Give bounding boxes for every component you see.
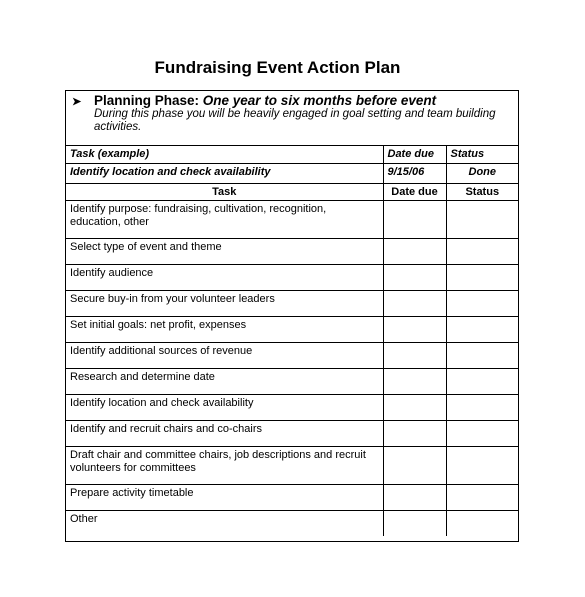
- task-cell: Identify location and check availability: [66, 395, 383, 421]
- action-plan-sheet: [65, 90, 519, 542]
- example-row: [66, 163, 518, 183]
- example-status-header: Status: [446, 146, 518, 163]
- date-cell[interactable]: [383, 265, 446, 291]
- date-cell[interactable]: [383, 201, 446, 239]
- date-cell[interactable]: [383, 343, 446, 369]
- task-column-header: Task: [66, 183, 383, 201]
- phase-timeframe: One year to six months before event: [202, 93, 437, 108]
- status-cell[interactable]: [446, 317, 518, 343]
- table-row: [66, 421, 518, 447]
- example-task: Identify location and check availability: [66, 163, 383, 183]
- phase-description: During this phase you will be heavily engaged in goal setting and team building activities.: [94, 108, 496, 133]
- status-column-header: Status: [446, 183, 518, 201]
- status-cell[interactable]: [446, 343, 518, 369]
- date-column-header: Date due: [383, 183, 446, 201]
- task-cell: Select type of event and theme: [66, 239, 383, 265]
- example-header-row: [66, 146, 518, 163]
- task-cell: Identify and recruit chairs and co-chairs: [66, 421, 383, 447]
- table-row: [66, 265, 518, 291]
- example-status: Done: [446, 163, 518, 183]
- task-cell: Draft chair and committee chairs, job descriptions and recruit volunteers for committees: [66, 447, 383, 485]
- status-cell[interactable]: [446, 447, 518, 485]
- example-task-header: Task (example): [66, 146, 383, 163]
- task-cell: Identify audience: [66, 265, 383, 291]
- task-cell: Other: [66, 511, 383, 537]
- task-cell: Identify additional sources of revenue: [66, 343, 383, 369]
- date-cell[interactable]: [383, 395, 446, 421]
- table-row: [66, 317, 518, 343]
- task-table: [66, 146, 518, 536]
- task-cell: Set initial goals: net profit, expenses: [66, 317, 383, 343]
- table-row: [66, 291, 518, 317]
- status-cell[interactable]: [446, 511, 518, 537]
- table-row: [66, 395, 518, 421]
- status-cell[interactable]: [446, 485, 518, 511]
- table-row: [66, 343, 518, 369]
- date-cell[interactable]: [383, 291, 446, 317]
- date-cell[interactable]: [383, 511, 446, 537]
- table-row: [66, 201, 518, 239]
- example-date-header: Date due: [383, 146, 446, 163]
- status-cell[interactable]: [446, 395, 518, 421]
- table-row: [66, 485, 518, 511]
- date-cell[interactable]: [383, 447, 446, 485]
- status-cell[interactable]: [446, 265, 518, 291]
- status-cell[interactable]: [446, 291, 518, 317]
- status-cell[interactable]: [446, 421, 518, 447]
- status-cell[interactable]: [446, 201, 518, 239]
- date-cell[interactable]: [383, 369, 446, 395]
- date-cell[interactable]: [383, 421, 446, 447]
- table-row: [66, 511, 518, 537]
- table-row: [66, 239, 518, 265]
- status-cell[interactable]: [446, 239, 518, 265]
- table-row: [66, 447, 518, 485]
- date-cell[interactable]: [383, 239, 446, 265]
- date-cell[interactable]: [383, 485, 446, 511]
- date-cell[interactable]: [383, 317, 446, 343]
- task-cell: Research and determine date: [66, 369, 383, 395]
- task-cell: Identify purpose: fundraising, cultivation, recognition, education, other: [66, 201, 383, 239]
- task-cell: Secure buy-in from your volunteer leaders: [66, 291, 383, 317]
- status-cell[interactable]: [446, 369, 518, 395]
- phase-heading: ➤ Planning Phase: One year to six months before event: [72, 93, 437, 108]
- phase-label: Planning Phase: [94, 93, 195, 108]
- phase-section: [66, 91, 518, 146]
- task-cell: Prepare activity timetable: [66, 485, 383, 511]
- example-date: 9/15/06: [383, 163, 446, 183]
- table-header-row: [66, 183, 518, 201]
- document-title: Fundraising Event Action Plan: [154, 58, 401, 77]
- arrow-bullet-icon: ➤: [72, 96, 82, 108]
- table-row: [66, 369, 518, 395]
